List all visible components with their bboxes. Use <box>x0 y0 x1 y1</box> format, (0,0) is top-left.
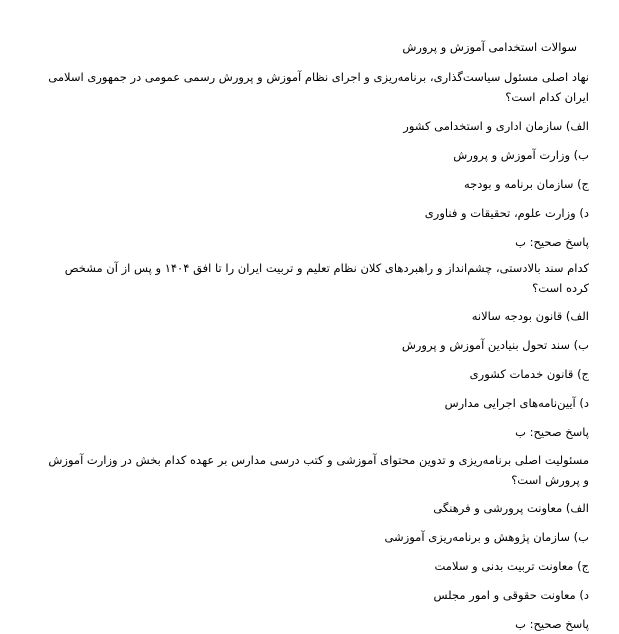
question-1-text: نهاد اصلی مسئول سیاست‌گذاری، برنامه‌ریزی و اجرای نظام آموزش و پرورش رسمی عمومی در جمهوری اسلامی ایران کدام است؟ <box>48 70 589 104</box>
question-1-answer: پاسخ صحیح: ب <box>515 235 589 249</box>
question-2-option-d: د) آیین‌نامه‌های اجرایی مدارس <box>444 396 589 410</box>
question-2-answer: پاسخ صحیح: ب <box>515 425 589 439</box>
question-1-option-d: د) وزارت علوم، تحقیقات و فناوری <box>424 206 589 220</box>
question-1-option-c: ج) سازمان برنامه و بودجه <box>463 177 589 191</box>
question-3-option-c: ج) معاونت تربیت بدنی و سلامت <box>434 559 589 573</box>
question-3-option-d: د) معاونت حقوقی و امور مجلس <box>433 588 589 602</box>
question-1-option-a: الف) سازمان اداری و استخدامی کشور <box>403 119 589 133</box>
question-2-text: کدام سند بالادستی، چشم‌انداز و راهبردهای کلان نظام تعلیم و تربیت ایران را تا افق ۱۴۰۴ و پس از آن مشخص کرده است؟ <box>64 261 589 295</box>
question-2-option-b: ب) سند تحول بنیادین آموزش و پرورش <box>401 338 589 352</box>
document-title: سوالات استخدامی آموزش و پرورش <box>402 40 577 54</box>
question-2-option-a: الف) قانون بودجه سالانه <box>471 309 589 323</box>
question-1-option-b: ب) وزارت آموزش و پرورش <box>453 148 589 162</box>
question-3-answer: پاسخ صحیح: ب <box>515 617 589 631</box>
question-3-option-a: الف) معاونت پرورشی و فرهنگی <box>433 501 589 515</box>
question-3-option-b: ب) سازمان پژوهش و برنامه‌ریزی آموزشی <box>384 530 589 544</box>
question-2-option-c: ج) قانون خدمات کشوری <box>469 367 589 381</box>
question-3-text: مسئولیت اصلی برنامه‌ریزی و تدوین محتوای آموزشی و کتب درسی مدارس بر عهده کدام بخش در وزارت آموزش و پرورش است؟ <box>48 453 589 487</box>
